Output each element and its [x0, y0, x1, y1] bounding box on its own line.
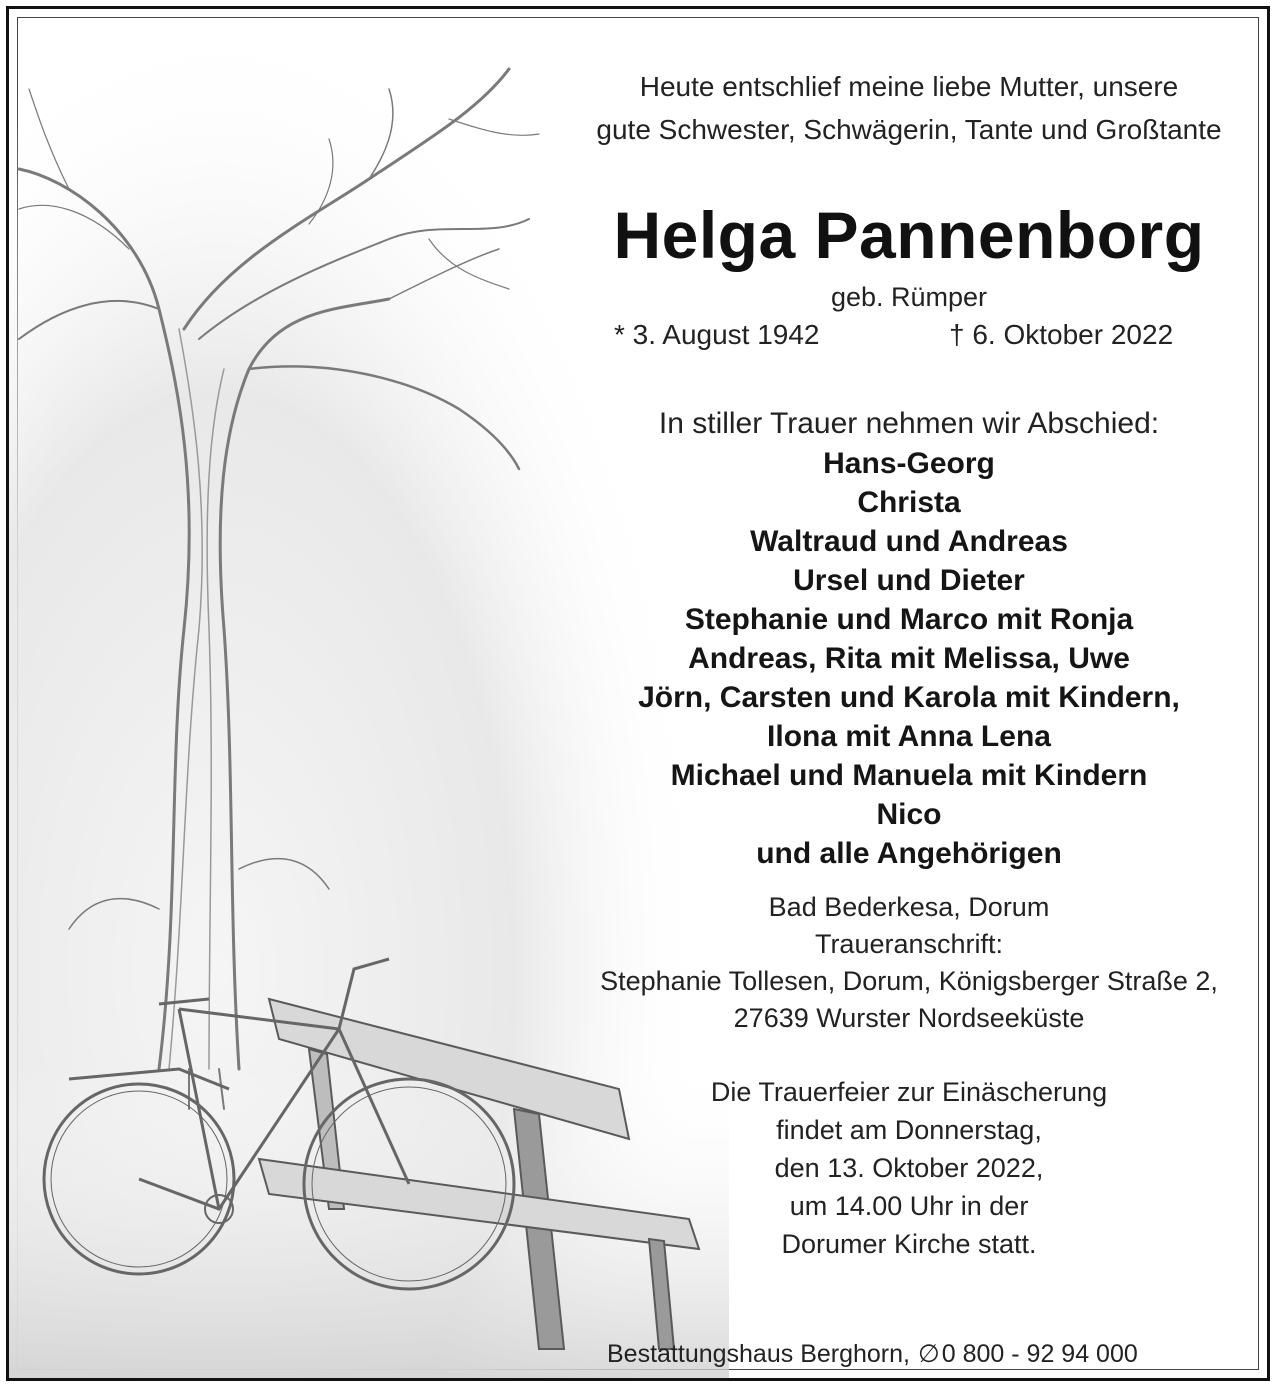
obituary-frame — [6, 6, 1270, 1381]
service-line: Die Trauerfeier zur Einäscherung — [710, 1077, 1108, 1107]
birth-date: * 3. August 1942 — [614, 319, 820, 350]
mourner: Andreas, Rita mit Melissa, Uwe — [688, 642, 1130, 675]
intro-text — [549, 65, 1269, 151]
mourner: Hans-Georg — [823, 447, 995, 480]
funeral-home-footer — [607, 1339, 1138, 1369]
mourning-line: In stiller Trauer nehmen wir Abschied: — [658, 407, 1160, 440]
service-line: um 14.00 Uhr in der — [789, 1191, 1029, 1221]
mourner: Ilona mit Anna Lena — [767, 720, 1051, 753]
address-line: Traueranschrift: — [814, 929, 1004, 959]
funeral-home-phone: 0 800 - 92 94 000 — [941, 1340, 1138, 1368]
mourners-list — [549, 444, 1269, 873]
service-line: den 13. Oktober 2022, — [774, 1153, 1044, 1183]
service-info — [549, 1073, 1269, 1263]
phone-icon: ∅ — [917, 1340, 940, 1368]
address-line: 27639 Wurster Nordseeküste — [733, 1003, 1085, 1033]
death-date: † 6. Oktober 2022 — [949, 319, 1174, 350]
mourner: Nico — [876, 798, 942, 831]
mourner: und alle Angehörigen — [756, 837, 1062, 870]
mourning-address — [549, 889, 1269, 1037]
intro-line: gute Schwester, Schwägerin, Tante und Großtante — [596, 114, 1222, 145]
funeral-home-name: Bestattungshaus Berghorn, — [607, 1340, 910, 1368]
mourner: Michael und Manuela mit Kindern — [670, 759, 1148, 792]
mourner: Waltraud und Andreas — [750, 525, 1068, 558]
address-line: Bad Bederkesa, Dorum — [768, 892, 1050, 922]
deceased-name: Helga Pannenborg — [613, 198, 1205, 272]
service-line: findet am Donnerstag, — [776, 1115, 1042, 1145]
mourner: Stephanie und Marco mit Ronja — [684, 603, 1134, 636]
service-line: Dorumer Kirche statt. — [781, 1229, 1037, 1259]
address-line: Stephanie Tollesen, Dorum, Königsberger Straße 2, — [600, 966, 1218, 996]
mourner: Ursel und Dieter — [793, 564, 1025, 597]
mourner: Jörn, Carsten und Karola mit Kindern, — [638, 681, 1180, 714]
mourner: Christa — [857, 486, 961, 519]
intro-line: Heute entschlief meine liebe Mutter, unsere — [639, 71, 1179, 102]
birth-name: geb. Rümper — [830, 282, 988, 312]
